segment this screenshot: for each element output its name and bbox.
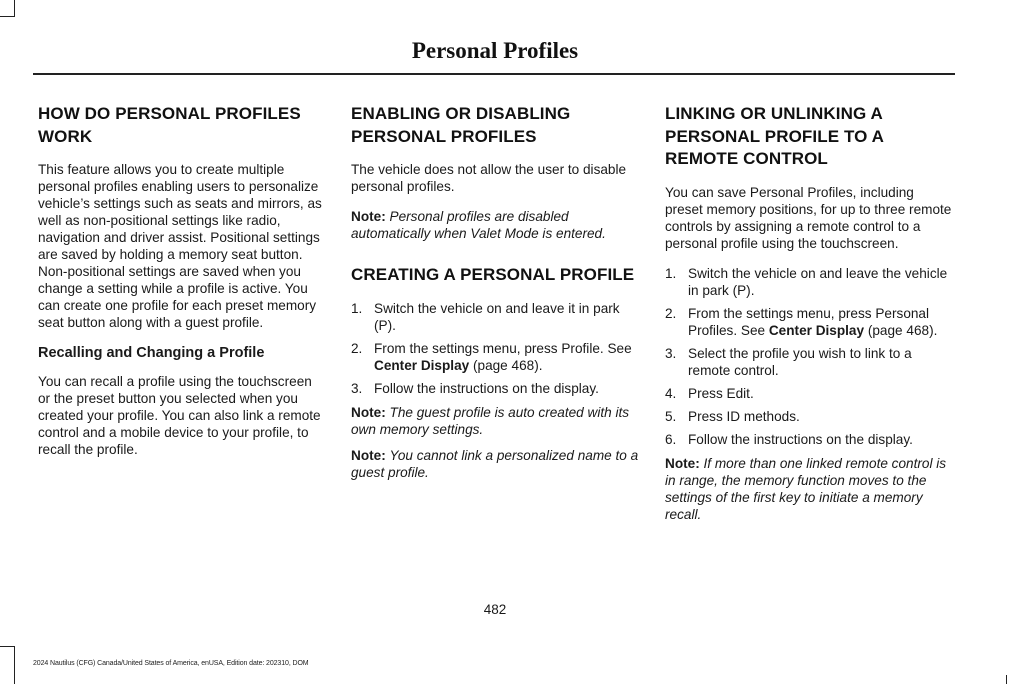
note-label: Note: bbox=[665, 455, 700, 471]
paragraph: The vehicle does not allow the user to disable personal profiles. bbox=[351, 162, 627, 194]
page-number: 482 bbox=[483, 602, 507, 617]
note-text: Personal profiles are disabled automatically when Valet Mode is entered. bbox=[351, 209, 606, 241]
note-text: If more than one linked remote control is in range, the memory function moves to the settings of the first key to initiate a memory recall. bbox=[665, 455, 947, 522]
section-heading-enabling-disabling: ENABLING OR DISABLING PERSONAL PROFILES bbox=[351, 104, 571, 146]
step-text: Press Edit. bbox=[688, 385, 754, 401]
step-text: Switch the vehicle on and leave it in park (P). bbox=[374, 300, 620, 333]
step-list bbox=[351, 300, 639, 397]
step-number: 2. bbox=[665, 305, 677, 321]
note bbox=[351, 208, 639, 242]
step-number: 1. bbox=[351, 300, 363, 316]
list-item bbox=[665, 431, 953, 448]
note-text: You cannot link a personalized name to a guest profile. bbox=[351, 447, 639, 480]
cross-reference-link[interactable]: Center Display bbox=[768, 322, 865, 338]
step-number: 4. bbox=[665, 385, 677, 401]
step-text: (page 468). bbox=[864, 322, 938, 338]
crop-mark bbox=[14, 646, 15, 684]
section-heading-linking-remote: LINKING OR UNLINKING A PERSONAL PROFILE TO A REMOTE CONTROL bbox=[665, 104, 884, 168]
header-rule bbox=[33, 73, 955, 75]
crop-mark bbox=[0, 16, 14, 17]
subheading-recalling-profile: Recalling and Changing a Profile bbox=[38, 345, 265, 361]
paragraph: This feature allows you to create multiple personal profiles enabling users to personalize vehicle’s settings such as seats and mirrors, as well as non-positional settings like radio, navigation and driver assist. Positional settings are saved by holding a memory seat button. Non-positional settings are saved when you change a setting while a profile is active. You can create one profile for each preset memory seat button along with a guest profile. bbox=[38, 162, 322, 330]
step-text: Switch the vehicle on and leave the vehicle in park (P). bbox=[688, 265, 948, 298]
paragraph: You can recall a profile using the touchscreen or the preset button you selected when you created your profile. You can also link a remote control and a mobile device to your profile, to recall the profile. bbox=[38, 374, 321, 457]
list-item bbox=[665, 345, 953, 379]
step-text: Follow the instructions on the display. bbox=[374, 380, 599, 396]
note-label: Note: bbox=[351, 209, 386, 224]
step-number: 3. bbox=[351, 380, 363, 396]
cross-reference-link[interactable]: Center Display bbox=[374, 357, 470, 373]
column-3 bbox=[665, 103, 953, 532]
step-list bbox=[665, 265, 953, 448]
page-title: Personal Profiles bbox=[411, 38, 579, 63]
list-item bbox=[665, 408, 953, 425]
step-number: 6. bbox=[665, 431, 677, 447]
list-item bbox=[665, 385, 953, 402]
step-number: 3. bbox=[665, 345, 677, 361]
list-item bbox=[351, 380, 639, 397]
step-text: Press ID methods. bbox=[688, 408, 800, 424]
column-2 bbox=[351, 103, 639, 490]
section-heading-creating-profile: CREATING A PERSONAL PROFILE bbox=[351, 265, 635, 284]
step-text: Follow the instructions on the display. bbox=[688, 431, 913, 447]
section-heading-how-profiles-work: HOW DO PERSONAL PROFILES WORK bbox=[38, 104, 301, 146]
edition-footer: 2024 Nautilus (CFG) Canada/United States of America, enUSA, Edition date: 202310, DOM bbox=[33, 660, 309, 667]
note bbox=[665, 455, 953, 523]
step-text: From the settings menu, press Personal Profiles. See bbox=[688, 305, 930, 338]
step-text: Select the profile you wish to link to a remote control. bbox=[688, 345, 912, 378]
crop-mark bbox=[14, 0, 15, 17]
note-label: Note: bbox=[351, 447, 386, 463]
step-number: 1. bbox=[665, 265, 677, 281]
crop-mark bbox=[0, 646, 14, 647]
crop-mark bbox=[1006, 675, 1007, 684]
note-text: The guest profile is auto created with its own memory settings. bbox=[351, 404, 630, 437]
note bbox=[351, 404, 639, 438]
step-text: From the settings menu, press Profile. See bbox=[374, 340, 632, 356]
list-item bbox=[665, 305, 953, 339]
step-text: (page 468). bbox=[469, 357, 543, 373]
step-number: 5. bbox=[665, 408, 677, 424]
note bbox=[351, 447, 639, 481]
step-number: 2. bbox=[351, 340, 363, 356]
paragraph: You can save Personal Profiles, including preset memory positions, for up to three remote controls by assigning a remote control to a personal profile using the touchscreen. bbox=[665, 184, 952, 251]
column-1 bbox=[38, 103, 326, 467]
list-item bbox=[665, 265, 953, 299]
list-item bbox=[351, 300, 639, 334]
note-label: Note: bbox=[351, 404, 386, 420]
list-item bbox=[351, 340, 639, 374]
